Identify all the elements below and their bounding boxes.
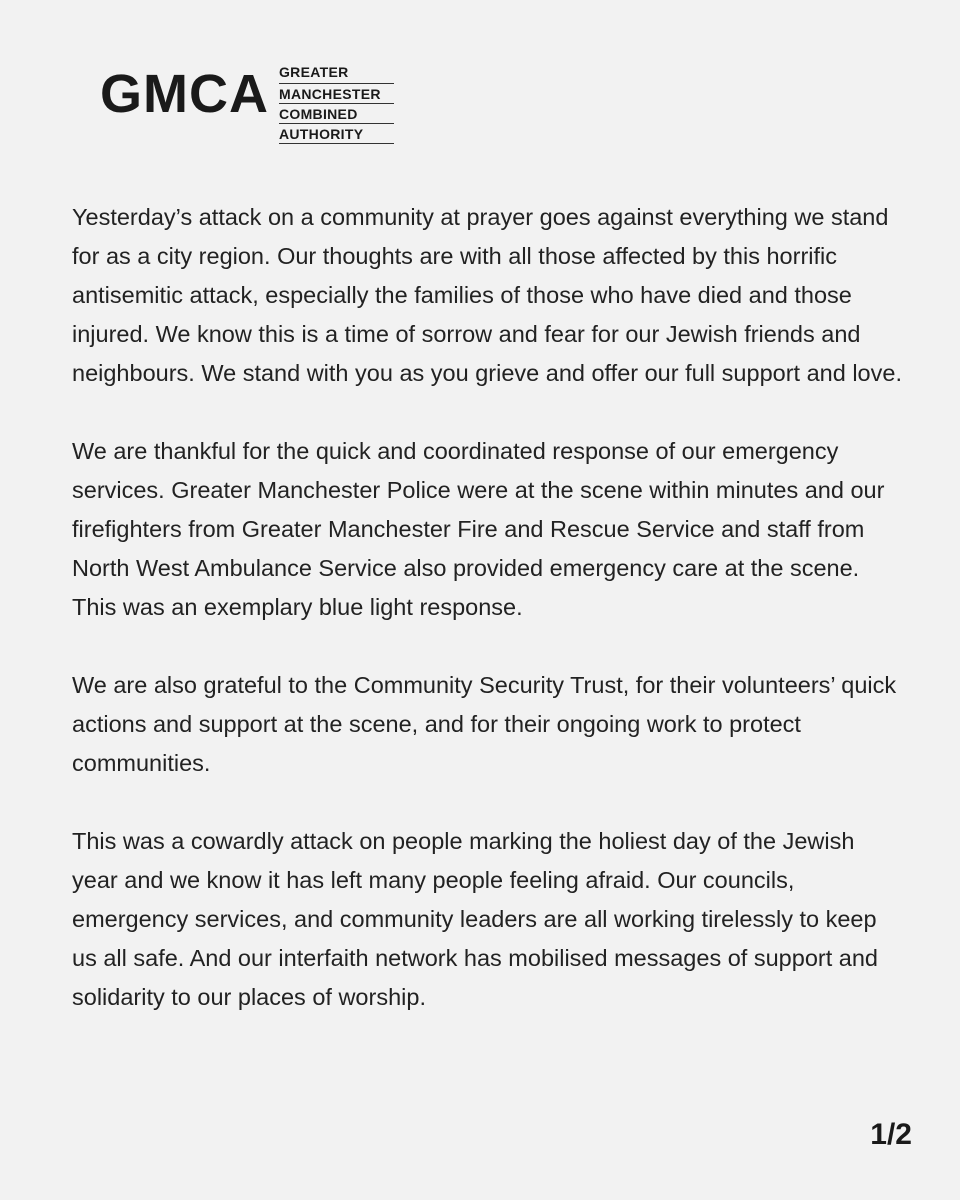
logo-line-combined: COMBINED <box>279 104 394 124</box>
paragraph-community-safety: This was a cowardly attack on people marking the holiest day of the Jewish year and we know it has left many people feeling afraid. Our councils, emergency services, and community leaders are all working tirelessly to keep us all safe. And our interfaith network has mobilised messages of support and solidarity to our places of worship. <box>72 828 878 1010</box>
logo-wordmark <box>279 64 394 144</box>
logo-line-authority: AUTHORITY <box>279 124 394 144</box>
statement-body <box>72 198 902 1056</box>
paragraph-emergency-response: We are thankful for the quick and coordinated response of our emergency services. Greater Manchester Police were at the scene within minutes and our firefighters from Greater Manchester Fire and Rescue Service and staff from North West Ambulance Service also provided emergency care at the scene. This was an exemplary blue light response. <box>72 438 885 620</box>
logo-mark: GMCA <box>100 64 269 124</box>
logo-line-manchester: MANCHESTER <box>279 84 394 104</box>
logo-line-greater: GREATER <box>279 64 394 84</box>
paragraph-community-security-trust: We are also grateful to the Community Security Trust, for their volunteers’ quick actions and support at the scene, and for their ongoing work to protect communities. <box>72 672 897 776</box>
gmca-logo <box>100 64 394 144</box>
paragraph-condolences: Yesterday’s attack on a community at prayer goes against everything we stand for as a city region. Our thoughts are with all those affected by this horrific antisemitic attack, especially the families of those who have died and those injured. We know this is a time of sorrow and fear for our Jewish friends and neighbours. We stand with you as you grieve and offer our full support and love. <box>72 204 902 386</box>
page-indicator: 1/2 <box>870 1118 912 1151</box>
